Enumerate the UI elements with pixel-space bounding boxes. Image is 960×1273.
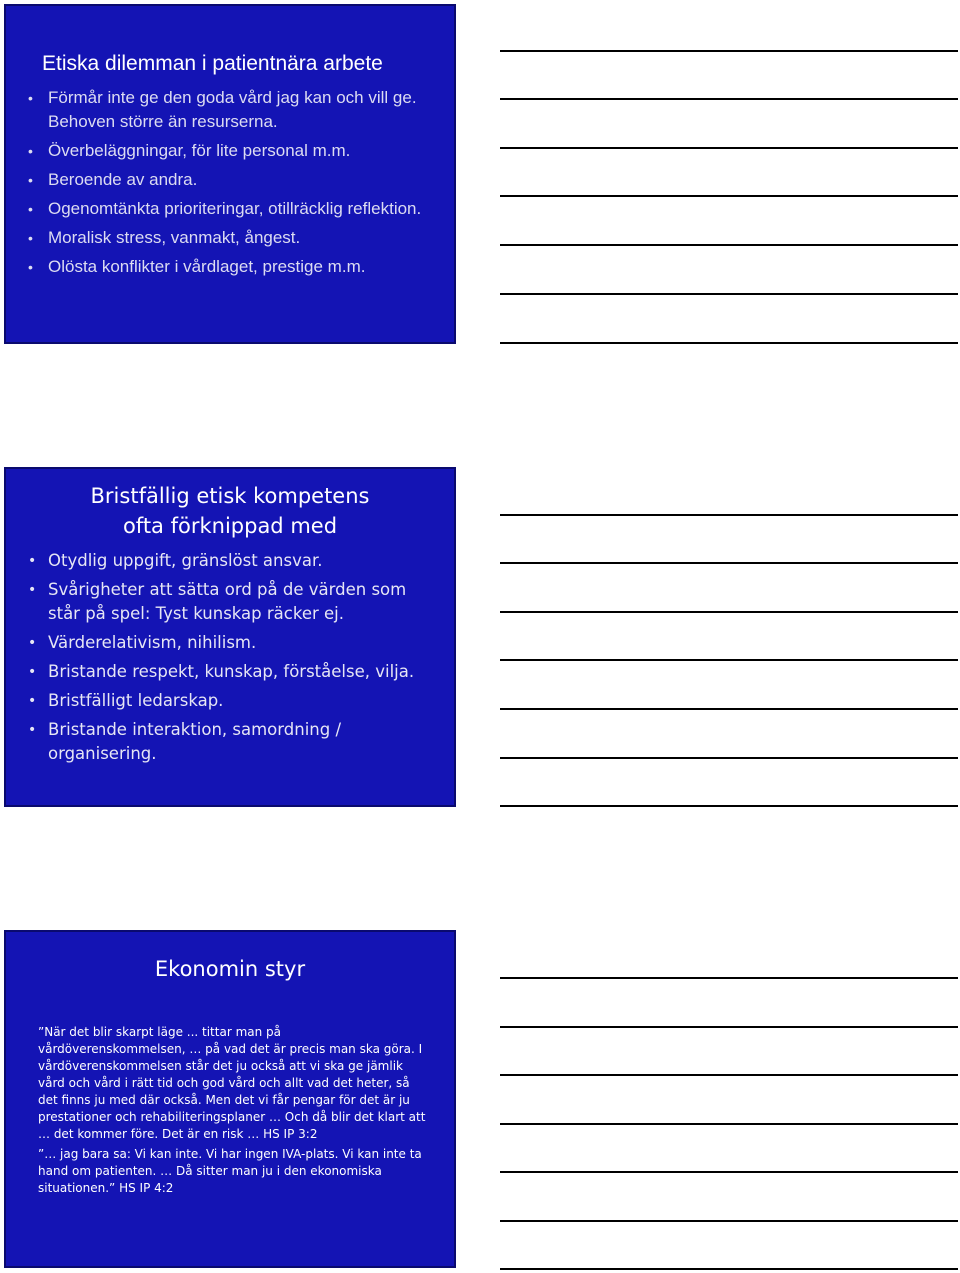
note-line: [500, 1171, 958, 1173]
bullet-icon: •: [28, 722, 37, 738]
note-line: [500, 1026, 958, 1028]
list-item: • Överbeläggningar, för lite personal m.m.: [28, 139, 434, 163]
note-line: [500, 342, 958, 344]
note-line: [500, 562, 958, 564]
note-line: [500, 757, 958, 759]
note-line: [500, 1268, 958, 1270]
note-line: [500, 977, 958, 979]
note-line: [500, 244, 958, 246]
bullet-icon: •: [28, 201, 33, 217]
bullet-icon: •: [28, 90, 33, 106]
list-item: • Otydlig uppgift, gränslöst ansvar.: [28, 549, 434, 573]
list-item: • Svårigheter att sätta ord på de värden som står på spel: Tyst kunskap räcker ej.: [28, 580, 407, 623]
bullet-icon: •: [28, 553, 37, 569]
list-item: • Värderelativism, nihilism.: [28, 631, 434, 655]
slide-1-bullet-list: [28, 86, 434, 284]
note-line: [500, 195, 958, 197]
slide-3: [4, 930, 456, 1268]
slide-1-title: Etiska dilemman i patientnära arbete: [42, 52, 383, 75]
bullet-icon: •: [28, 143, 33, 159]
bullet-icon: •: [28, 259, 33, 275]
list-item: • Beroende av andra.: [28, 168, 434, 192]
note-line: [500, 1074, 958, 1076]
note-line: [500, 147, 958, 149]
slide-1: [4, 4, 456, 344]
slide-2-bullet-list: [28, 549, 434, 771]
list-item: • Bristande respekt, kunskap, förståelse, vilja.: [28, 660, 434, 684]
slide-3-quote-2: ”… jag bara sa: Vi kan inte. Vi har ingen IVA-plats. Vi kan inte ta hand om patienten. … Då sitter man ju i den ekonomiska situationen.” HS IP 4:2: [38, 1147, 422, 1195]
bullet-icon: •: [28, 172, 33, 188]
slide-3-quote-1: ”När det blir skarpt läge ... tittar man på vårdöverenskommelsen, … på vad det är precis man ska göra. I vårdöverenskommelsen står det ju också att vi ska ge jämlik vård och vård i rätt tid och god vård och allt vad det heter, så det finns ju med där också. Men det vi får pengar för det är ju prestationer och rehabiliteringsplaner … Och då blir det klart att … det kommer före. Det är en risk … HS IP 3:2: [38, 1025, 426, 1141]
bullet-icon: •: [28, 635, 37, 651]
bullet-icon: •: [28, 664, 37, 680]
bullet-icon: •: [28, 693, 37, 709]
list-item: • Bristfälligt ledarskap.: [28, 689, 434, 713]
note-line: [500, 708, 958, 710]
bullet-icon: •: [28, 582, 37, 598]
note-line: [500, 50, 958, 52]
note-line: [500, 514, 958, 516]
slide-2: [4, 467, 456, 807]
list-item: • Olösta konflikter i vårdlaget, prestige m.m.: [28, 255, 434, 279]
note-line: [500, 293, 958, 295]
note-line: [500, 805, 958, 807]
note-line: [500, 98, 958, 100]
note-line: [500, 611, 958, 613]
note-line: [500, 1123, 958, 1125]
bullet-icon: •: [28, 230, 33, 246]
slide-3-title: Ekonomin styr: [154, 957, 306, 981]
slide-2-title-line-2: ofta förknippad med: [122, 514, 338, 538]
list-item: • Förmår inte ge den goda vård jag kan och vill ge. Behoven större än resurserna.: [28, 88, 417, 131]
list-item: • Bristande interaktion, samordning / organisering.: [28, 720, 342, 763]
list-item: • Ogenomtänkta prioriteringar, otillräcklig reflektion.: [28, 197, 434, 221]
note-line: [500, 659, 958, 661]
slide-2-title-line-1: Bristfällig etisk kompetens: [90, 484, 370, 508]
list-item: • Moralisk stress, vanmakt, ångest.: [28, 226, 434, 250]
slide-2-title: [6, 481, 454, 541]
note-line: [500, 1220, 958, 1222]
